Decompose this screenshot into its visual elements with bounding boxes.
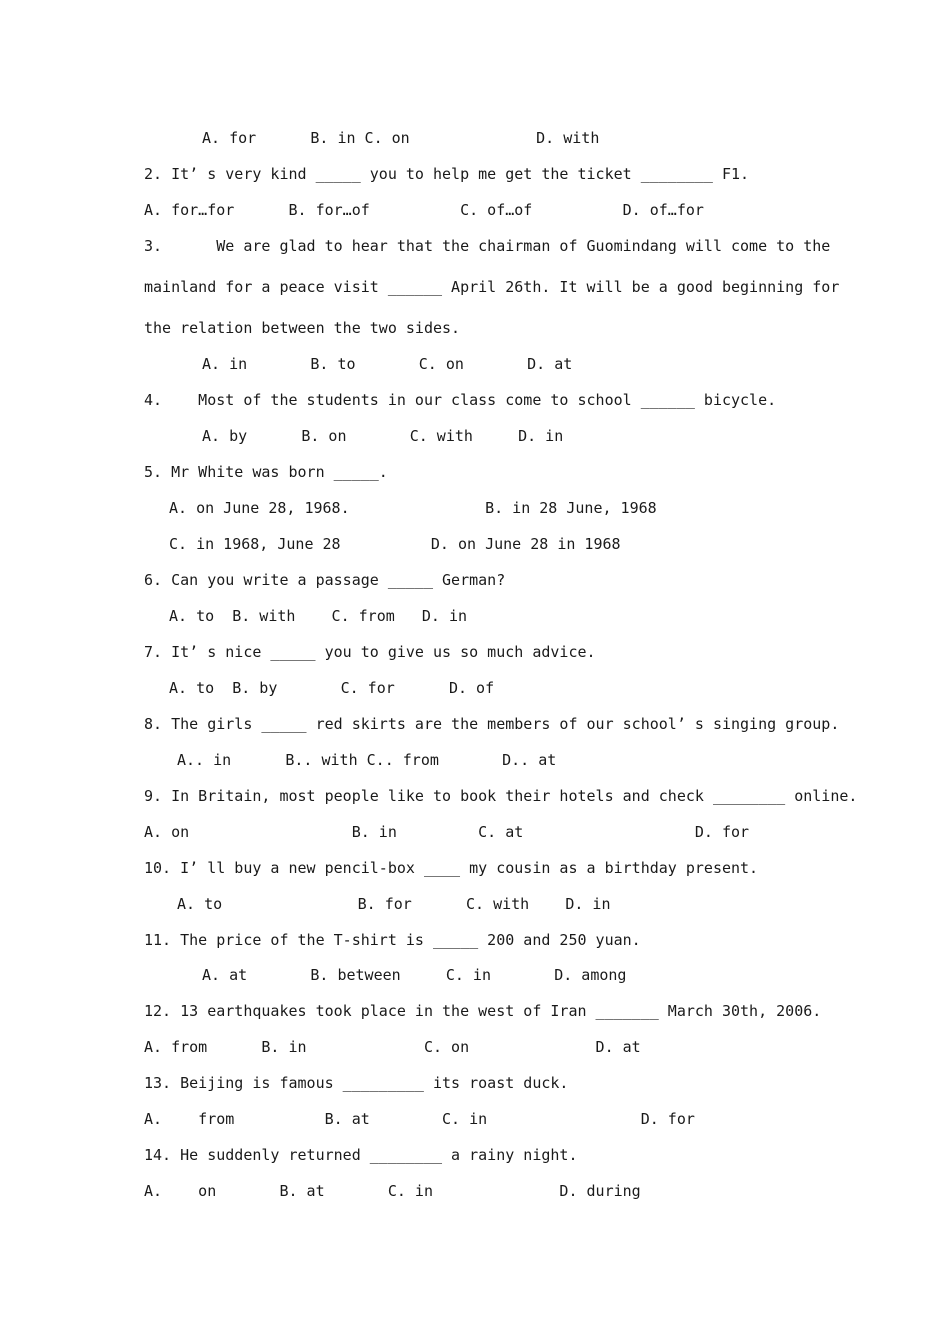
q7-stem: 7. It’ s nice _____ you to give us so much advice. [144,643,596,661]
q8-stem: 8. The girls _____ red skirts are the members of our school’ s singing group. [144,715,840,733]
q6-stem: 6. Can you write a passage _____ German? [144,571,506,589]
q11-stem: 11. The price of the T-shirt is _____ 200 and 250 yuan. [144,931,641,949]
q9-stem: 9. In Britain, most people like to book their hotels and check ________ online. [144,787,858,805]
q2-stem: 2. It’ s very kind _____ you to help me get the ticket ________ F1. [144,165,750,183]
q5-stem: 5. Mr White was born _____. [144,463,388,481]
q10-options: A. to B. for C. with D. in [177,895,611,913]
q1-options: A. for B. in C. on D. with [202,129,600,147]
q3-stem-line-3: the relation between the two sides. [144,319,461,337]
q6-options: A. to B. with C. from D. in [169,607,468,625]
q10-stem: 10. I’ ll buy a new pencil-box ____ my cousin as a birthday present. [144,859,759,877]
q9-options: A. on B. in C. at D. for [144,823,750,841]
q3-stem-line-2: mainland for a peace visit ______ April 26th. It will be a good beginning for [144,278,840,296]
q4-options: A. by B. on C. with D. in [202,427,564,445]
q3-stem-line-1: 3. We are glad to hear that the chairman of Guomindang will come to the [144,237,831,255]
q13-options: A. from B. at C. in D. for [144,1110,695,1128]
q5-options-row-1: A. on June 28, 1968. B. in 28 June, 1968 [169,499,657,517]
q13-stem: 13. Beijing is famous _________ its roast duck. [144,1074,569,1092]
q8-options: A.. in B.. with C.. from D.. at [177,751,557,769]
q3-options: A. in B. to C. on D. at [202,355,573,373]
q12-options: A. from B. in C. on D. at [144,1038,641,1056]
q4-stem: 4. Most of the students in our class come to school ______ bicycle. [144,391,777,409]
q14-stem: 14. He suddenly returned ________ a rainy night. [144,1146,578,1164]
q5-options-row-2: C. in 1968, June 28 D. on June 28 in 1968 [169,535,621,553]
q12-stem: 12. 13 earthquakes took place in the west of Iran _______ March 30th, 2006. [144,1002,822,1020]
q11-options: A. at B. between C. in D. among [202,966,627,984]
q2-options: A. for…for B. for…of C. of…of D. of…for [144,201,704,219]
q14-options: A. on B. at C. in D. during [144,1182,641,1200]
q7-options: A. to B. by C. for D. of [169,679,495,697]
